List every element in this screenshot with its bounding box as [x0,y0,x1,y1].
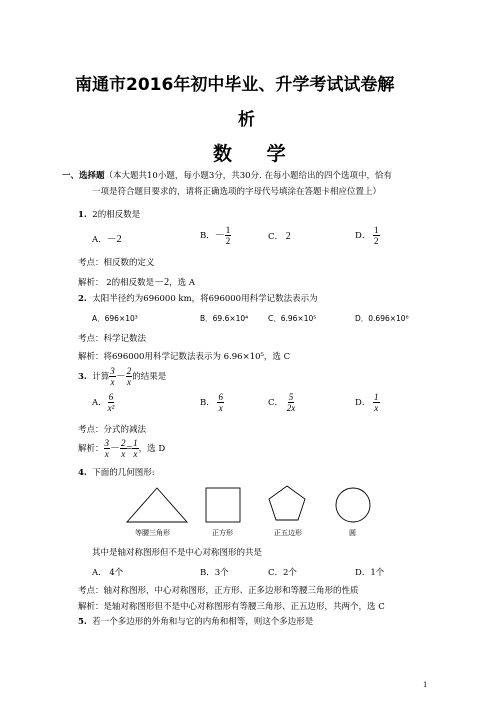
option-label: A． [92,235,107,245]
q4-question: 其中是轴对称图形但不是中心对称图形的共是 [92,548,263,558]
numerator: 2 [126,366,132,376]
section-desc-1: （本大题共10小题，每小题3分，共30分. 在每小题给出的四个选项中，恰有 [104,171,392,181]
square-shape [206,488,240,522]
denominator: x [374,403,379,413]
section-label: 一、选择题 [62,171,105,181]
numerator: 3 [104,438,110,448]
option-label: D． [355,398,371,408]
option-value: 2 [285,231,291,242]
q4-answer: 解析：是轴对称图形但不是中心对称图形有等腰三角形、正五边形，共两个，选 C [78,602,385,612]
shape-label-square: 正方形 [212,529,233,537]
q5-text: 若一个多边形的外角和与它的内角和相等，则这个多边形是 [92,617,314,627]
q4-point: 考点：轴对称图形，中心对称图形，正方形、正多边形和等腰三角形的性质 [78,586,359,596]
denominator: 2 [225,236,231,246]
numerator: 1 [225,225,231,235]
answer-prefix: 解析： [78,444,104,454]
option-label: B． [200,231,215,241]
denominator: 2x [286,403,296,413]
q3-prefix: 计算 [92,372,110,382]
minus-sign: － [115,371,126,382]
q1-number: 1. [78,210,87,220]
q2-option-c: C．6.96×10⁵ [268,314,317,323]
numerator: 2 [121,438,126,448]
q4-option-d: D．1个 [355,568,385,578]
q2-option-a: A．696×10³ [92,314,138,323]
numerator: 1 [374,225,379,235]
numerator: 6 [108,392,114,402]
subject-heading: 数 学 [213,143,300,165]
numerator: 1 [133,438,138,448]
shape-label-triangle: 等腰三角形 [135,529,170,537]
section-desc-2: 一项是符合题目要求的，请将正确选项的字母代号填涂在答题卡相应位置上） [92,187,382,197]
isosceles-triangle-shape [127,488,187,522]
minus-sign: － [214,230,225,241]
q2-point: 考点：科学记数法 [78,334,147,344]
denominator: x [121,449,126,459]
title-line-2: 析 [238,110,255,130]
option-label: A． [92,398,107,408]
numerator: 5 [288,392,294,402]
denominator: x [110,377,115,387]
q4-option-c: C．2个 [268,568,297,578]
q2-text: 太阳半径约为696000 km，将696000用科学记数法表示为 [92,294,318,304]
q4-option-a: A． 4个 [92,568,124,578]
shape-label-circle: 圆 [349,529,356,537]
answer-value: －2 [154,277,170,288]
q2-option-b: B．69.6×10⁴ [200,314,249,323]
q2-answer: 解析：将696000用科学记数法表示为 6.96×10⁵，选 C [78,352,291,362]
q3-point: 考点：分式的减法 [78,425,147,435]
option-label: D． [355,231,371,241]
q3-suffix: 的结果是 [132,372,167,382]
regular-pentagon-shape [269,486,305,520]
numerator: 6 [218,392,223,402]
equals-sign: = [126,443,133,454]
q2-number: 2. [78,294,87,304]
q5-stem [78,615,313,627]
shape-label-pentagon: 正五边形 [274,529,302,537]
q3-number: 3. [78,372,87,382]
denominator: x [218,403,223,413]
minus-sign: － [110,443,121,454]
denominator: 2 [374,236,379,246]
denominator: x² [107,403,115,413]
q1-point: 考点：相反数的定义 [78,258,155,268]
page-number: 1 [423,681,428,689]
q4-number: 4. [78,468,87,478]
numerator: 1 [374,392,379,402]
numerator: 3 [110,366,115,376]
option-label: B． [200,398,215,408]
option-label: C． [268,398,284,408]
answer-prefix: 解析： 2的相反数是 [78,278,155,288]
q5-number: 5. [78,617,87,627]
denominator: x [104,449,109,459]
option-value: －2 [106,234,122,245]
circle-shape [336,488,370,522]
denominator: x [127,377,132,387]
denominator: x [133,449,138,459]
q4-text: 下面的几何图形: [92,468,155,478]
q4-option-b: B．3个 [200,568,229,578]
q2-option-d: D．0.696×10⁶ [355,314,409,323]
q1-text: 2的相反数是 [92,210,141,220]
answer-suffix: ，选 D [138,444,166,454]
option-label: C． [268,232,284,242]
answer-suffix: ，选 A [169,278,195,288]
title-line-1: 南通市2016年初中毕业、升学考试试卷解 [75,75,395,95]
